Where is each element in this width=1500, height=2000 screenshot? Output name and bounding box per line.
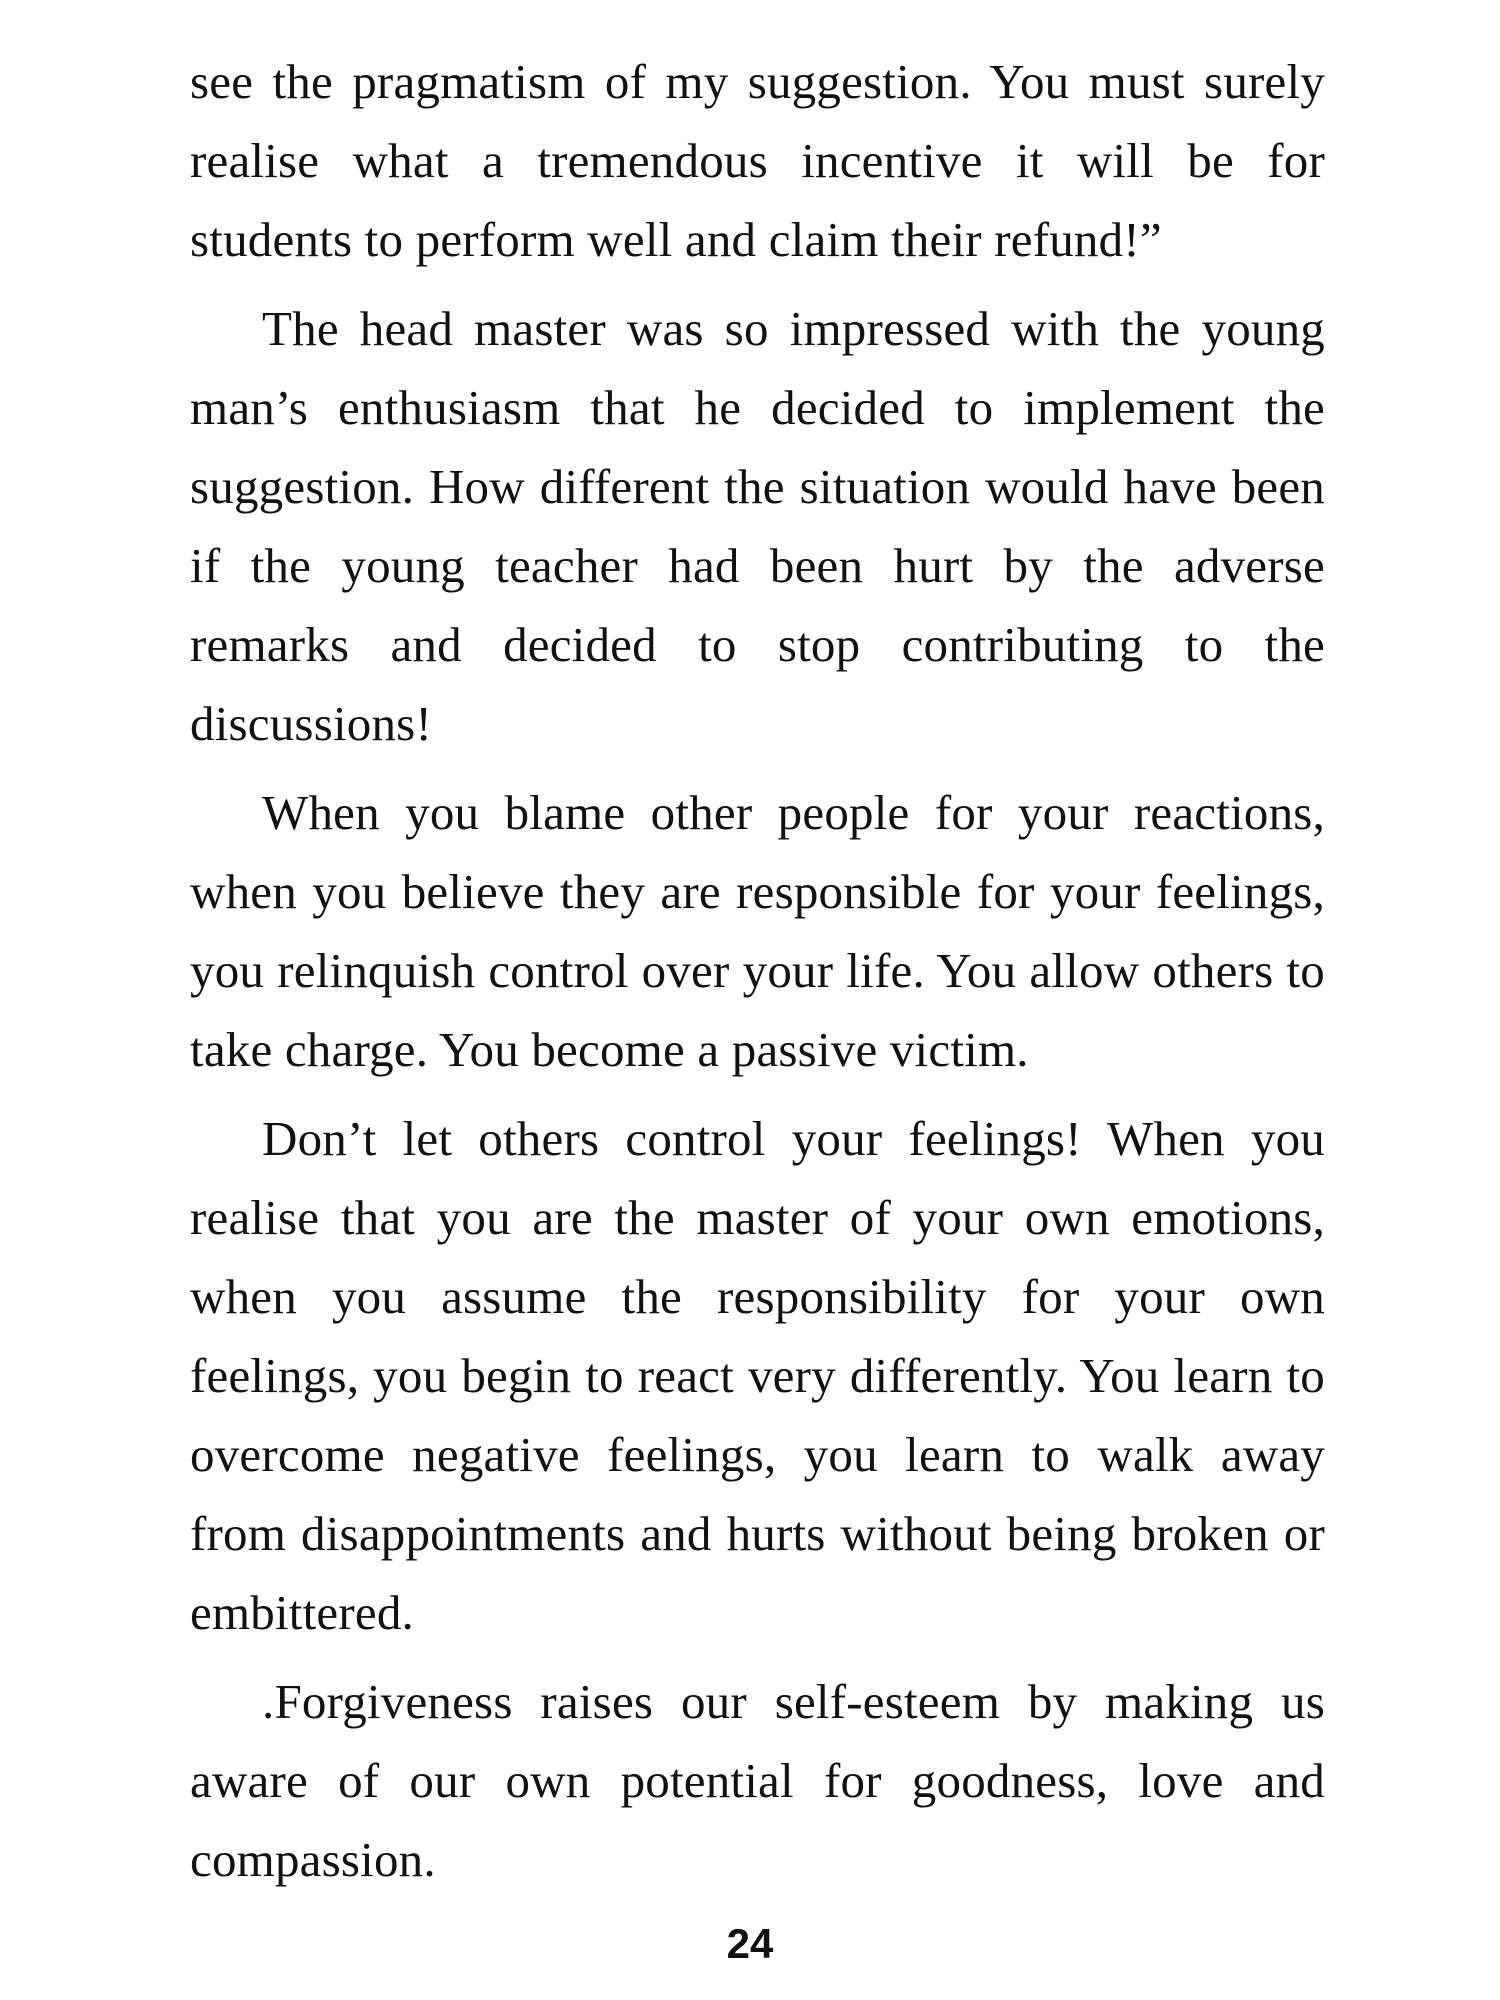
paragraph-continuation: see the pragmatism of my suggestion. You must surely realise what a tremendous incentive it will be for students to perform well and claim their refund!” bbox=[190, 54, 1325, 267]
paragraph-forgiveness: .Forgiveness raises our self-esteem by making us aware of our own potential for goodness, love and compassion. bbox=[190, 1674, 1325, 1887]
body-text bbox=[190, 42, 1325, 1909]
page-number: 24 bbox=[726, 1920, 774, 1967]
paragraph-head-master: The head master was so impressed with the young man’s enthusiasm that he decided to implement the suggestion. How different the situation would have been if the young teacher had been hurt by the adverse remarks and decided to stop contributing to the discussions! bbox=[190, 301, 1325, 751]
paragraph-control-feelings: Don’t let others control your feelings! When you realise that you are the master of your own emotions, when you assume the responsibility for your own feelings, you begin to react very differently. You learn to overcome negative feelings, you learn to walk away from disappointments and hurts without being broken or embittered. bbox=[190, 1111, 1325, 1640]
paragraph-blame: When you blame other people for your reactions, when you believe they are responsible for your feelings, you relinquish control over your life. You allow others to take charge. You become a passive victim. bbox=[190, 785, 1325, 1077]
